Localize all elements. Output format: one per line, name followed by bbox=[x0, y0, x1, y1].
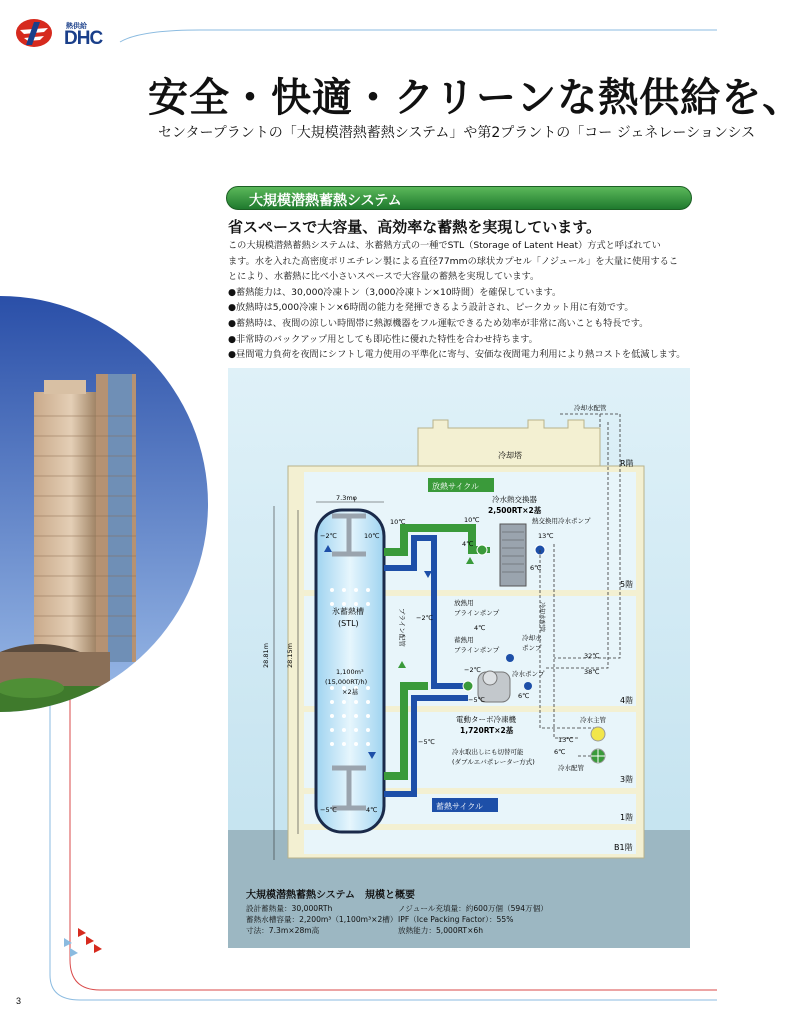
hx-spec: 2,500RT×2基 bbox=[488, 506, 542, 515]
main-pipe-label: 冷水主管 bbox=[580, 716, 606, 724]
temp-label: −2℃ bbox=[464, 666, 481, 674]
temp-label: 4℃ bbox=[366, 806, 378, 814]
discharge-cycle-label: 放熱サイクル bbox=[432, 482, 480, 491]
logo-subtext: 熱供給 bbox=[66, 23, 87, 30]
body-line: とにより、水蓄熱に比べ小さいスペースで大容量の蓄熱を実現しています。 bbox=[228, 271, 540, 283]
building-photo bbox=[0, 296, 210, 712]
body-line: ます。水を入れた高密度ポリエチレン製による直径77mmの球状カプセル「ノジュール」を大量に使用するこ bbox=[228, 255, 679, 267]
height-inner: 28.15m bbox=[286, 643, 294, 668]
brine-pipe-label: ブライン配管 bbox=[398, 608, 406, 647]
spec-left bbox=[246, 903, 398, 936]
spec-title: 大規模潜熱蓄熱システム 規模と概要 bbox=[246, 890, 415, 901]
bullet-item: ●非常時のバックアップ用としても即応性に優れた特性を合わせ持ちます。 bbox=[228, 333, 538, 345]
hx-pump-label: 熱交換用冷水ポンプ bbox=[532, 517, 591, 525]
bullet-item: ●蓄熱能力は、30,000冷凍トン（3,000冷凍トン×10時間）を確保しています。 bbox=[228, 286, 562, 298]
temp-label: 10℃ bbox=[364, 532, 380, 540]
temp-label: 6℃ bbox=[554, 748, 566, 756]
logo-name: DHC bbox=[64, 28, 103, 49]
temp-label: 13℃ bbox=[538, 532, 554, 540]
temp-label: −2℃ bbox=[320, 532, 337, 540]
temp-label: 4℃ bbox=[462, 540, 474, 548]
floor-1-label: 1階 bbox=[620, 813, 634, 822]
discharge-pump-label-1: 放熱用 bbox=[454, 599, 474, 607]
discharge-pump-label-2: ブラインポンプ bbox=[454, 609, 500, 617]
tank-diameter: 7.3mφ bbox=[336, 494, 357, 502]
tank-rate: (15,000RT/h) bbox=[325, 678, 368, 686]
tank-stl: (STL) bbox=[338, 619, 359, 628]
evaporator-note: (ダブルエバポレーター方式) bbox=[452, 758, 535, 766]
cooling-tower-label: 冷却塔 bbox=[498, 451, 522, 460]
chw-pump-label: 冷水ポンプ bbox=[512, 670, 545, 678]
cw-pump-label-1: 冷却水 bbox=[522, 634, 542, 642]
storage-pump-label-1: 蓄熱用 bbox=[454, 636, 474, 644]
chiller-spec: 1,720RT×2基 bbox=[460, 726, 514, 735]
page-number: 3 bbox=[16, 996, 22, 1006]
temp-label: 6℃ bbox=[530, 564, 542, 572]
bullet-item: ●蓄熱時は、夜間の涼しい時間帯に熱源機器をフル運転できるため効率が非常に高いことも特長です。 bbox=[228, 317, 649, 329]
tank-count: ×2基 bbox=[342, 688, 359, 696]
floor-5-label: 5階 bbox=[620, 580, 634, 589]
floor-r-label: R階 bbox=[620, 459, 634, 468]
page-headline: 安全・快適・クリーンな熱供給を、 bbox=[148, 75, 803, 121]
temp-label: −5℃ bbox=[418, 738, 435, 746]
temp-label: 38℃ bbox=[584, 668, 600, 676]
cooling-pipe-label: 冷却水配管 bbox=[574, 404, 607, 412]
cw-pump-label-2: ポンプ bbox=[522, 644, 542, 652]
temp-label: 10℃ bbox=[464, 516, 480, 524]
temp-label: 13℃ bbox=[558, 736, 574, 744]
temp-label: 4℃ bbox=[474, 624, 486, 632]
spec-item: ノジュール充填量：約600万個（594万個） bbox=[398, 904, 548, 913]
storage-pump-label-2: ブラインポンプ bbox=[454, 646, 500, 654]
height-outer: 28.81m bbox=[262, 643, 270, 668]
storage-cycle-label: 蓄熱サイクル bbox=[436, 802, 484, 811]
spec-item: 放熱能力：5,000RT×6h bbox=[398, 926, 484, 935]
temp-label: −5℃ bbox=[468, 696, 485, 704]
spec-item: IPF（Ice Packing Factor）：55% bbox=[398, 915, 514, 924]
tank-name: 氷蓄熱槽 bbox=[332, 607, 364, 616]
temp-label: −2℃ bbox=[416, 614, 433, 622]
spec-right bbox=[398, 903, 548, 936]
bullet-item: ●昼間電力負荷を夜間にシフトし電力使用の平準化に寄与、安価な夜間電力利用により熱コストを低減します。 bbox=[228, 349, 686, 361]
temp-label: 32℃ bbox=[584, 652, 600, 660]
cooling-water-pipe-label: 冷却水配管 bbox=[538, 602, 545, 633]
floor-3-label: 3階 bbox=[620, 775, 634, 784]
floor-4-label: 4階 bbox=[620, 696, 634, 705]
section-header bbox=[226, 186, 692, 210]
spec-item: 寸法：7.3m×28m高 bbox=[246, 926, 320, 935]
spec-item: 設計蓄熱量：30,000RTh bbox=[246, 904, 333, 913]
tank-capacity: 1,100m³ bbox=[336, 668, 364, 676]
section-title: 大規模潜熱蓄熱システム bbox=[249, 193, 402, 209]
body-text bbox=[228, 238, 698, 363]
temp-label: −5℃ bbox=[320, 806, 337, 814]
chw-pipe-label: 冷水配管 bbox=[558, 764, 584, 772]
logo-mark-icon bbox=[14, 18, 58, 48]
spec-item: 蓄熱水槽容量：2,200m³（1,100m³×2槽） bbox=[246, 915, 398, 924]
switch-note: 冷水取出しにも切替可能 bbox=[452, 748, 524, 756]
decorative-triangles bbox=[60, 926, 110, 966]
temp-label: 10℃ bbox=[390, 518, 406, 526]
temp-label: 6℃ bbox=[518, 692, 530, 700]
system-diagram bbox=[228, 368, 690, 948]
floor-b1-label: B1階 bbox=[614, 843, 633, 852]
body-line: この大規模潜熱蓄熱システムは、氷蓄熱方式の一種でSTL（Storage of Latent Heat）方式と呼ばれてい bbox=[228, 240, 661, 251]
page-subline: センタープラントの「大規模潜熱蓄熱システム」や第2プラントの「コー ジェネレーションシス bbox=[158, 125, 756, 141]
hx-name: 冷水熱交換器 bbox=[492, 495, 537, 504]
chiller-name: 電動ターボ冷凍機 bbox=[456, 715, 516, 724]
bullet-item: ●放熱時は5,000冷凍トン×6時間の能力を発揮できるよう設計され、ピークカット用に有効です。 bbox=[228, 302, 634, 314]
lead-text: 省スペースで大容量、高効率な蓄熱を実現しています。 bbox=[228, 218, 602, 236]
company-logo bbox=[14, 18, 124, 48]
